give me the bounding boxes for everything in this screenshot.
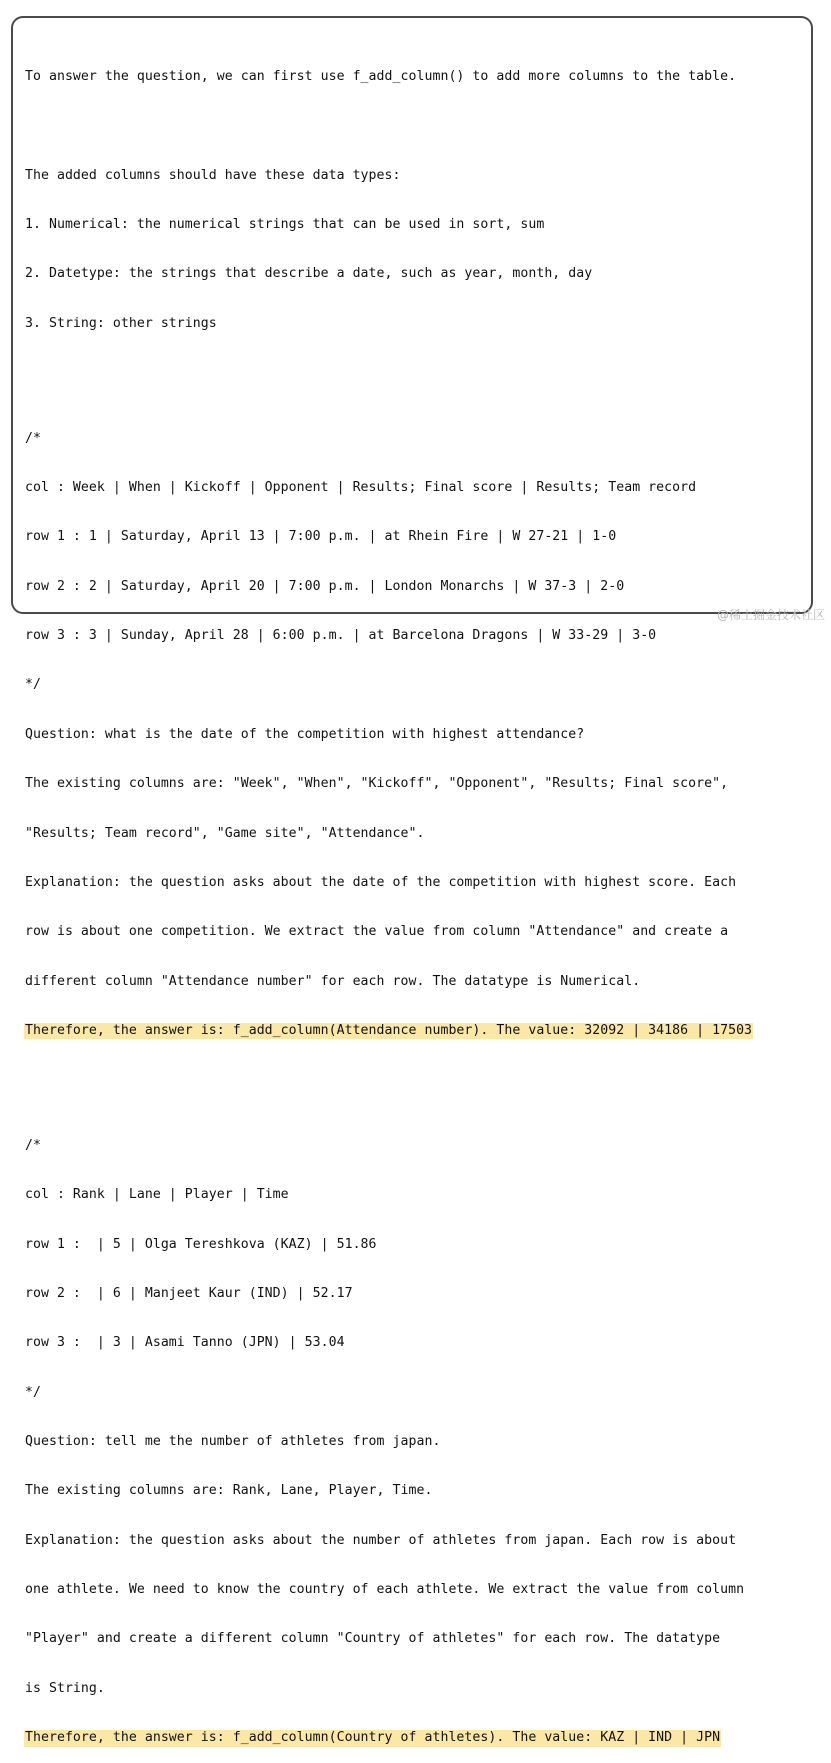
table-header: col : Week | When | Kickoff | Opponent | Results; Final score | Results; Team record <box>25 480 697 496</box>
answer-line-wrap <box>25 1023 815 1039</box>
table-row: row 3 : 3 | Sunday, April 28 | 6:00 p.m. | at Barcelona Dragons | W 33-29 | 3-0 <box>25 628 657 644</box>
existing-columns-line: The existing columns are: Rank, Lane, Player, Time. <box>25 1483 433 1499</box>
answer-line-wrap <box>25 1730 815 1746</box>
blank-line <box>25 365 815 381</box>
answer-highlight: Therefore, the answer is: f_add_column(Attendance number). The value: 32092 | 34186 | 17503 <box>25 1022 753 1038</box>
watermark: @稀土掘金技术社区 <box>716 608 825 622</box>
existing-columns-line: The existing columns are: "Week", "When", "Kickoff", "Opponent", "Results; Final score", <box>25 776 729 792</box>
intro-line: To answer the question, we can first use f_add_column() to add more columns to the table. <box>25 68 737 84</box>
answer-highlight: Therefore, the answer is: f_add_column(Country of athletes). The value: KAZ | IND | JPN <box>25 1730 721 1746</box>
table-row: row 1 : 1 | Saturday, April 13 | 7:00 p.m. | at Rhein Fire | W 27-21 | 1-0 <box>25 529 617 545</box>
question-line: Question: what is the date of the competition with highest attendance? <box>25 726 585 742</box>
comment-open: /* <box>25 1138 41 1154</box>
blank-line <box>25 118 815 134</box>
question-line: Question: tell me the number of athletes from japan. <box>25 1434 441 1450</box>
table-header: col : Rank | Lane | Player | Time <box>25 1187 289 1203</box>
blank-line <box>25 1072 815 1088</box>
table-row: row 2 : 2 | Saturday, April 20 | 7:00 p.m. | London Monarchs | W 37-3 | 2-0 <box>25 578 625 594</box>
type-string: 3. String: other strings <box>25 315 217 331</box>
types-header: The added columns should have these data types: <box>25 167 401 183</box>
explanation-line: is String. <box>25 1680 105 1696</box>
explanation-line: one athlete. We need to know the country of each athlete. We extract the value from column <box>25 1582 745 1598</box>
comment-open: /* <box>25 430 41 446</box>
prompt-text <box>25 36 815 1763</box>
table-row: row 1 : | 5 | Olga Tereshkova (KAZ) | 51.86 <box>25 1236 377 1252</box>
explanation-line: "Player" and create a different column "Country of athletes" for each row. The datatype <box>25 1631 721 1647</box>
table-row: row 2 : | 6 | Manjeet Kaur (IND) | 52.17 <box>25 1286 353 1302</box>
type-datetype: 2. Datetype: the strings that describe a date, such as year, month, day <box>25 266 593 282</box>
comment-close: */ <box>25 677 41 693</box>
type-numerical: 1. Numerical: the numerical strings that can be used in sort, sum <box>25 216 545 232</box>
comment-close: */ <box>25 1384 41 1400</box>
explanation-line: row is about one competition. We extract the value from column "Attendance" and create a <box>25 924 729 940</box>
existing-columns-line: "Results; Team record", "Game site", "Attendance". <box>25 825 425 841</box>
table-row: row 3 : | 3 | Asami Tanno (JPN) | 53.04 <box>25 1335 345 1351</box>
explanation-line: Explanation: the question asks about the number of athletes from japan. Each row is about <box>25 1532 737 1548</box>
explanation-line: Explanation: the question asks about the date of the competition with highest score. Each <box>25 874 737 890</box>
explanation-line: different column "Attendance number" for each row. The datatype is Numerical. <box>25 973 641 989</box>
